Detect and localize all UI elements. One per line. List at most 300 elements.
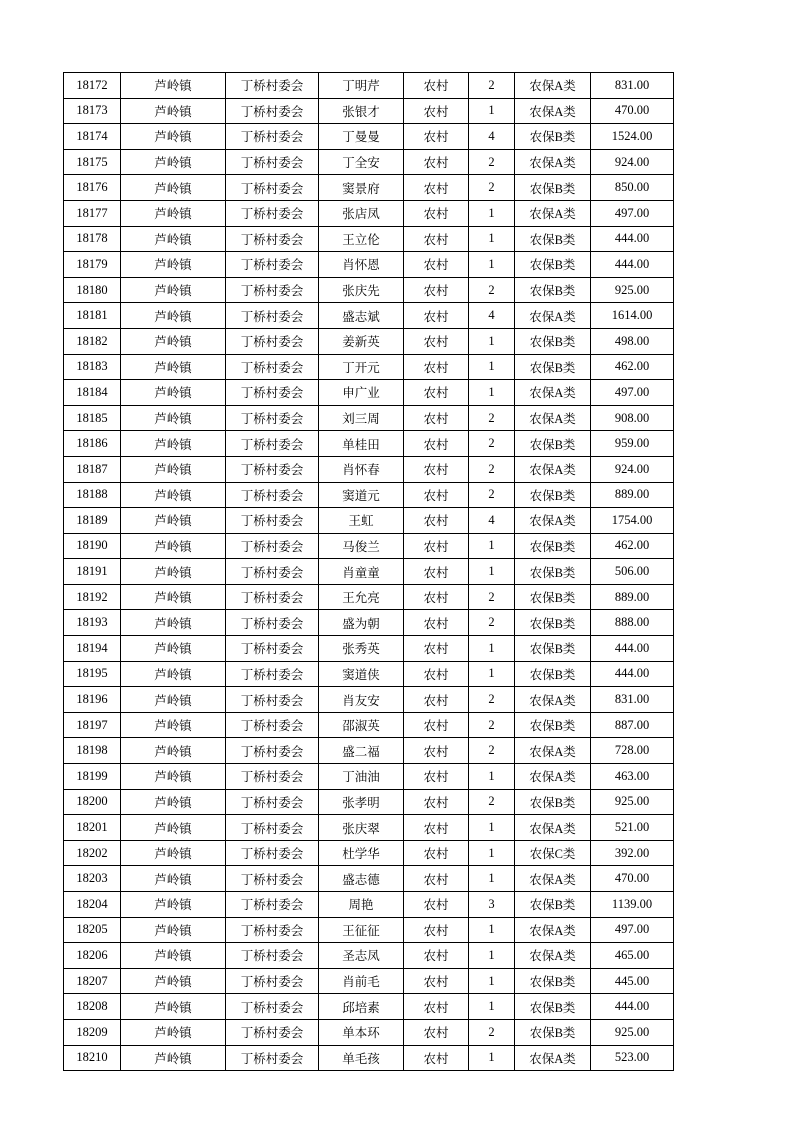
- table-row: [64, 1019, 674, 1045]
- cell-amount: 728.00: [591, 738, 674, 764]
- cell-village-committee: 丁桥村委会: [226, 200, 319, 226]
- cell-person-count: 1: [469, 354, 515, 380]
- cell-amount: 498.00: [591, 328, 674, 354]
- cell-person-name: 马俊兰: [319, 533, 404, 559]
- cell-person-count: 2: [469, 738, 515, 764]
- cell-residence-type: 农村: [404, 124, 469, 150]
- cell-village-committee: 丁桥村委会: [226, 994, 319, 1020]
- table-row: [64, 277, 674, 303]
- cell-person-count: 2: [469, 482, 515, 508]
- cell-insurance-category: 农保A类: [515, 98, 591, 124]
- cell-village-committee: 丁桥村委会: [226, 73, 319, 99]
- cell-insurance-category: 农保B类: [515, 431, 591, 457]
- cell-serial-number: 18180: [64, 277, 121, 303]
- cell-village-committee: 丁桥村委会: [226, 764, 319, 790]
- table-row: [64, 712, 674, 738]
- cell-insurance-category: 农保A类: [515, 815, 591, 841]
- cell-town: 芦岭镇: [121, 98, 226, 124]
- cell-town: 芦岭镇: [121, 303, 226, 329]
- cell-serial-number: 18200: [64, 789, 121, 815]
- cell-person-name: 盛二福: [319, 738, 404, 764]
- cell-insurance-category: 农保B类: [515, 277, 591, 303]
- table-row: [64, 636, 674, 662]
- cell-town: 芦岭镇: [121, 277, 226, 303]
- cell-village-committee: 丁桥村委会: [226, 175, 319, 201]
- cell-serial-number: 18188: [64, 482, 121, 508]
- cell-insurance-category: 农保A类: [515, 866, 591, 892]
- cell-insurance-category: 农保A类: [515, 380, 591, 406]
- cell-person-name: 盛为朝: [319, 610, 404, 636]
- cell-person-count: 1: [469, 380, 515, 406]
- cell-serial-number: 18202: [64, 840, 121, 866]
- cell-amount: 521.00: [591, 815, 674, 841]
- cell-village-committee: 丁桥村委会: [226, 482, 319, 508]
- table-row: [64, 687, 674, 713]
- cell-person-name: 姜新英: [319, 328, 404, 354]
- cell-serial-number: 18208: [64, 994, 121, 1020]
- cell-amount: 470.00: [591, 98, 674, 124]
- cell-town: 芦岭镇: [121, 405, 226, 431]
- cell-residence-type: 农村: [404, 98, 469, 124]
- cell-amount: 444.00: [591, 226, 674, 252]
- cell-person-name: 肖怀恩: [319, 252, 404, 278]
- cell-amount: 889.00: [591, 584, 674, 610]
- cell-residence-type: 农村: [404, 277, 469, 303]
- table-row: [64, 764, 674, 790]
- table-row: [64, 610, 674, 636]
- cell-village-committee: 丁桥村委会: [226, 892, 319, 918]
- cell-amount: 1754.00: [591, 508, 674, 534]
- cell-person-name: 周艳: [319, 892, 404, 918]
- cell-residence-type: 农村: [404, 380, 469, 406]
- cell-insurance-category: 农保B类: [515, 636, 591, 662]
- cell-residence-type: 农村: [404, 892, 469, 918]
- table-row: [64, 98, 674, 124]
- cell-town: 芦岭镇: [121, 917, 226, 943]
- cell-insurance-category: 农保B类: [515, 1019, 591, 1045]
- table-row: [64, 943, 674, 969]
- cell-amount: 445.00: [591, 968, 674, 994]
- cell-person-name: 单毛孩: [319, 1045, 404, 1071]
- cell-person-count: 1: [469, 815, 515, 841]
- cell-residence-type: 农村: [404, 661, 469, 687]
- cell-person-name: 张庆先: [319, 277, 404, 303]
- cell-town: 芦岭镇: [121, 533, 226, 559]
- cell-serial-number: 18207: [64, 968, 121, 994]
- cell-serial-number: 18196: [64, 687, 121, 713]
- cell-village-committee: 丁桥村委会: [226, 533, 319, 559]
- cell-amount: 444.00: [591, 661, 674, 687]
- cell-town: 芦岭镇: [121, 124, 226, 150]
- cell-insurance-category: 农保B类: [515, 124, 591, 150]
- cell-village-committee: 丁桥村委会: [226, 917, 319, 943]
- cell-person-name: 张店凤: [319, 200, 404, 226]
- cell-amount: 850.00: [591, 175, 674, 201]
- cell-serial-number: 18183: [64, 354, 121, 380]
- cell-serial-number: 18173: [64, 98, 121, 124]
- cell-serial-number: 18184: [64, 380, 121, 406]
- cell-residence-type: 农村: [404, 815, 469, 841]
- cell-amount: 1139.00: [591, 892, 674, 918]
- table-row: [64, 789, 674, 815]
- cell-person-name: 申广业: [319, 380, 404, 406]
- cell-village-committee: 丁桥村委会: [226, 277, 319, 303]
- cell-town: 芦岭镇: [121, 994, 226, 1020]
- table-row: [64, 482, 674, 508]
- cell-amount: 925.00: [591, 789, 674, 815]
- cell-serial-number: 18174: [64, 124, 121, 150]
- table-row: [64, 380, 674, 406]
- cell-residence-type: 农村: [404, 687, 469, 713]
- cell-residence-type: 农村: [404, 712, 469, 738]
- cell-person-count: 2: [469, 405, 515, 431]
- cell-person-count: 2: [469, 584, 515, 610]
- cell-person-count: 1: [469, 943, 515, 969]
- cell-person-count: 1: [469, 994, 515, 1020]
- cell-village-committee: 丁桥村委会: [226, 354, 319, 380]
- table-row: [64, 917, 674, 943]
- cell-amount: 887.00: [591, 712, 674, 738]
- table-row: [64, 354, 674, 380]
- cell-insurance-category: 农保B类: [515, 968, 591, 994]
- table-row: [64, 73, 674, 99]
- table-row: [64, 738, 674, 764]
- cell-town: 芦岭镇: [121, 559, 226, 585]
- table-row: [64, 124, 674, 150]
- cell-person-name: 单本环: [319, 1019, 404, 1045]
- cell-residence-type: 农村: [404, 1045, 469, 1071]
- cell-person-name: 杜学华: [319, 840, 404, 866]
- cell-person-count: 1: [469, 968, 515, 994]
- cell-village-committee: 丁桥村委会: [226, 866, 319, 892]
- cell-person-count: 4: [469, 303, 515, 329]
- cell-serial-number: 18197: [64, 712, 121, 738]
- cell-amount: 470.00: [591, 866, 674, 892]
- cell-residence-type: 农村: [404, 917, 469, 943]
- cell-town: 芦岭镇: [121, 610, 226, 636]
- table-row: [64, 431, 674, 457]
- cell-town: 芦岭镇: [121, 73, 226, 99]
- cell-insurance-category: 农保B类: [515, 226, 591, 252]
- cell-amount: 831.00: [591, 73, 674, 99]
- cell-person-count: 1: [469, 200, 515, 226]
- cell-person-name: 丁开元: [319, 354, 404, 380]
- table-row: [64, 968, 674, 994]
- cell-residence-type: 农村: [404, 584, 469, 610]
- cell-residence-type: 农村: [404, 175, 469, 201]
- table-row: [64, 456, 674, 482]
- cell-person-count: 1: [469, 1045, 515, 1071]
- cell-person-count: 1: [469, 917, 515, 943]
- cell-insurance-category: 农保B类: [515, 559, 591, 585]
- cell-person-name: 肖童童: [319, 559, 404, 585]
- cell-residence-type: 农村: [404, 1019, 469, 1045]
- cell-serial-number: 18185: [64, 405, 121, 431]
- cell-serial-number: 18192: [64, 584, 121, 610]
- cell-serial-number: 18190: [64, 533, 121, 559]
- cell-town: 芦岭镇: [121, 789, 226, 815]
- cell-person-count: 1: [469, 533, 515, 559]
- cell-residence-type: 农村: [404, 994, 469, 1020]
- cell-insurance-category: 农保A类: [515, 149, 591, 175]
- cell-amount: 523.00: [591, 1045, 674, 1071]
- cell-town: 芦岭镇: [121, 175, 226, 201]
- cell-person-count: 1: [469, 636, 515, 662]
- table-row: [64, 866, 674, 892]
- cell-town: 芦岭镇: [121, 636, 226, 662]
- cell-person-name: 张庆翠: [319, 815, 404, 841]
- cell-serial-number: 18198: [64, 738, 121, 764]
- cell-person-name: 王立伦: [319, 226, 404, 252]
- cell-residence-type: 农村: [404, 840, 469, 866]
- cell-serial-number: 18189: [64, 508, 121, 534]
- cell-person-count: 2: [469, 687, 515, 713]
- cell-person-name: 邵淑英: [319, 712, 404, 738]
- table-row: [64, 149, 674, 175]
- cell-serial-number: 18172: [64, 73, 121, 99]
- cell-person-count: 1: [469, 866, 515, 892]
- table-row: [64, 200, 674, 226]
- cell-insurance-category: 农保B类: [515, 482, 591, 508]
- cell-village-committee: 丁桥村委会: [226, 226, 319, 252]
- cell-person-count: 2: [469, 789, 515, 815]
- cell-insurance-category: 农保B类: [515, 789, 591, 815]
- cell-serial-number: 18179: [64, 252, 121, 278]
- cell-amount: 506.00: [591, 559, 674, 585]
- cell-insurance-category: 农保B类: [515, 994, 591, 1020]
- cell-town: 芦岭镇: [121, 943, 226, 969]
- cell-residence-type: 农村: [404, 636, 469, 662]
- cell-village-committee: 丁桥村委会: [226, 738, 319, 764]
- cell-town: 芦岭镇: [121, 380, 226, 406]
- cell-insurance-category: 农保C类: [515, 840, 591, 866]
- cell-amount: 831.00: [591, 687, 674, 713]
- cell-insurance-category: 农保A类: [515, 200, 591, 226]
- cell-village-committee: 丁桥村委会: [226, 840, 319, 866]
- cell-person-name: 张秀英: [319, 636, 404, 662]
- cell-amount: 889.00: [591, 482, 674, 508]
- cell-person-count: 3: [469, 892, 515, 918]
- cell-village-committee: 丁桥村委会: [226, 405, 319, 431]
- cell-village-committee: 丁桥村委会: [226, 815, 319, 841]
- cell-person-name: 张银才: [319, 98, 404, 124]
- cell-residence-type: 农村: [404, 149, 469, 175]
- cell-serial-number: 18210: [64, 1045, 121, 1071]
- table-row: [64, 405, 674, 431]
- cell-residence-type: 农村: [404, 533, 469, 559]
- cell-insurance-category: 农保B类: [515, 712, 591, 738]
- table-row: [64, 328, 674, 354]
- cell-amount: 925.00: [591, 277, 674, 303]
- cell-residence-type: 农村: [404, 738, 469, 764]
- cell-amount: 497.00: [591, 200, 674, 226]
- cell-person-name: 丁曼曼: [319, 124, 404, 150]
- cell-serial-number: 18203: [64, 866, 121, 892]
- cell-person-name: 盛志斌: [319, 303, 404, 329]
- cell-village-committee: 丁桥村委会: [226, 636, 319, 662]
- cell-town: 芦岭镇: [121, 892, 226, 918]
- cell-insurance-category: 农保B类: [515, 892, 591, 918]
- cell-person-name: 王虹: [319, 508, 404, 534]
- table-row: [64, 508, 674, 534]
- cell-village-committee: 丁桥村委会: [226, 149, 319, 175]
- cell-village-committee: 丁桥村委会: [226, 712, 319, 738]
- cell-town: 芦岭镇: [121, 661, 226, 687]
- cell-amount: 1614.00: [591, 303, 674, 329]
- cell-person-name: 丁明芹: [319, 73, 404, 99]
- cell-town: 芦岭镇: [121, 866, 226, 892]
- cell-insurance-category: 农保A类: [515, 73, 591, 99]
- cell-town: 芦岭镇: [121, 1045, 226, 1071]
- cell-amount: 462.00: [591, 533, 674, 559]
- cell-amount: 497.00: [591, 917, 674, 943]
- cell-residence-type: 农村: [404, 968, 469, 994]
- cell-amount: 463.00: [591, 764, 674, 790]
- cell-village-committee: 丁桥村委会: [226, 252, 319, 278]
- cell-amount: 465.00: [591, 943, 674, 969]
- cell-village-committee: 丁桥村委会: [226, 1019, 319, 1045]
- cell-serial-number: 18205: [64, 917, 121, 943]
- payment-table-body: [64, 73, 674, 1071]
- cell-residence-type: 农村: [404, 252, 469, 278]
- cell-residence-type: 农村: [404, 456, 469, 482]
- cell-residence-type: 农村: [404, 226, 469, 252]
- cell-amount: 924.00: [591, 149, 674, 175]
- cell-amount: 444.00: [591, 252, 674, 278]
- table-row: [64, 303, 674, 329]
- cell-person-count: 4: [469, 508, 515, 534]
- cell-person-name: 圣志凤: [319, 943, 404, 969]
- cell-town: 芦岭镇: [121, 764, 226, 790]
- cell-residence-type: 农村: [404, 559, 469, 585]
- cell-residence-type: 农村: [404, 866, 469, 892]
- cell-insurance-category: 农保B类: [515, 328, 591, 354]
- cell-serial-number: 18209: [64, 1019, 121, 1045]
- cell-village-committee: 丁桥村委会: [226, 584, 319, 610]
- cell-village-committee: 丁桥村委会: [226, 431, 319, 457]
- cell-serial-number: 18195: [64, 661, 121, 687]
- cell-person-count: 1: [469, 661, 515, 687]
- cell-village-committee: 丁桥村委会: [226, 687, 319, 713]
- cell-insurance-category: 农保B类: [515, 584, 591, 610]
- cell-town: 芦岭镇: [121, 226, 226, 252]
- cell-serial-number: 18182: [64, 328, 121, 354]
- cell-insurance-category: 农保A类: [515, 764, 591, 790]
- cell-person-count: 1: [469, 98, 515, 124]
- cell-village-committee: 丁桥村委会: [226, 98, 319, 124]
- cell-amount: 444.00: [591, 994, 674, 1020]
- cell-person-name: 王允亮: [319, 584, 404, 610]
- cell-serial-number: 18175: [64, 149, 121, 175]
- cell-residence-type: 农村: [404, 354, 469, 380]
- cell-person-name: 王征征: [319, 917, 404, 943]
- cell-village-committee: 丁桥村委会: [226, 559, 319, 585]
- table-row: [64, 994, 674, 1020]
- cell-residence-type: 农村: [404, 328, 469, 354]
- table-row: [64, 892, 674, 918]
- cell-village-committee: 丁桥村委会: [226, 789, 319, 815]
- cell-insurance-category: 农保B类: [515, 533, 591, 559]
- cell-insurance-category: 农保B类: [515, 252, 591, 278]
- cell-insurance-category: 农保B类: [515, 610, 591, 636]
- cell-amount: 924.00: [591, 456, 674, 482]
- table-row: [64, 815, 674, 841]
- cell-amount: 959.00: [591, 431, 674, 457]
- cell-person-count: 2: [469, 456, 515, 482]
- cell-person-count: 2: [469, 175, 515, 201]
- cell-insurance-category: 农保A类: [515, 405, 591, 431]
- cell-serial-number: 18181: [64, 303, 121, 329]
- cell-town: 芦岭镇: [121, 482, 226, 508]
- table-row: [64, 175, 674, 201]
- cell-residence-type: 农村: [404, 508, 469, 534]
- cell-person-count: 1: [469, 328, 515, 354]
- cell-village-committee: 丁桥村委会: [226, 124, 319, 150]
- cell-amount: 888.00: [591, 610, 674, 636]
- cell-serial-number: 18176: [64, 175, 121, 201]
- cell-town: 芦岭镇: [121, 687, 226, 713]
- cell-village-committee: 丁桥村委会: [226, 968, 319, 994]
- cell-person-count: 2: [469, 610, 515, 636]
- cell-person-count: 2: [469, 712, 515, 738]
- cell-village-committee: 丁桥村委会: [226, 1045, 319, 1071]
- cell-town: 芦岭镇: [121, 840, 226, 866]
- cell-residence-type: 农村: [404, 431, 469, 457]
- cell-amount: 462.00: [591, 354, 674, 380]
- cell-insurance-category: 农保A类: [515, 943, 591, 969]
- cell-person-name: 丁全安: [319, 149, 404, 175]
- cell-person-name: 盛志德: [319, 866, 404, 892]
- cell-insurance-category: 农保A类: [515, 738, 591, 764]
- cell-insurance-category: 农保A类: [515, 456, 591, 482]
- cell-insurance-category: 农保A类: [515, 1045, 591, 1071]
- table-row: [64, 1045, 674, 1071]
- cell-residence-type: 农村: [404, 73, 469, 99]
- cell-village-committee: 丁桥村委会: [226, 508, 319, 534]
- cell-residence-type: 农村: [404, 303, 469, 329]
- cell-person-count: 1: [469, 252, 515, 278]
- cell-town: 芦岭镇: [121, 456, 226, 482]
- cell-person-name: 肖前毛: [319, 968, 404, 994]
- cell-serial-number: 18191: [64, 559, 121, 585]
- cell-serial-number: 18177: [64, 200, 121, 226]
- cell-person-name: 肖怀春: [319, 456, 404, 482]
- cell-serial-number: 18193: [64, 610, 121, 636]
- cell-person-name: 窦道元: [319, 482, 404, 508]
- cell-village-committee: 丁桥村委会: [226, 610, 319, 636]
- cell-person-count: 1: [469, 764, 515, 790]
- cell-serial-number: 18204: [64, 892, 121, 918]
- cell-town: 芦岭镇: [121, 508, 226, 534]
- cell-serial-number: 18178: [64, 226, 121, 252]
- cell-person-count: 1: [469, 840, 515, 866]
- cell-person-count: 2: [469, 277, 515, 303]
- cell-insurance-category: 农保B类: [515, 354, 591, 380]
- cell-person-name: 肖友安: [319, 687, 404, 713]
- cell-person-name: 窦道侠: [319, 661, 404, 687]
- cell-amount: 908.00: [591, 405, 674, 431]
- cell-amount: 444.00: [591, 636, 674, 662]
- cell-village-committee: 丁桥村委会: [226, 328, 319, 354]
- cell-serial-number: 18187: [64, 456, 121, 482]
- cell-person-count: 2: [469, 431, 515, 457]
- cell-town: 芦岭镇: [121, 252, 226, 278]
- cell-residence-type: 农村: [404, 610, 469, 636]
- cell-town: 芦岭镇: [121, 584, 226, 610]
- cell-amount: 497.00: [591, 380, 674, 406]
- cell-person-count: 2: [469, 73, 515, 99]
- cell-serial-number: 18186: [64, 431, 121, 457]
